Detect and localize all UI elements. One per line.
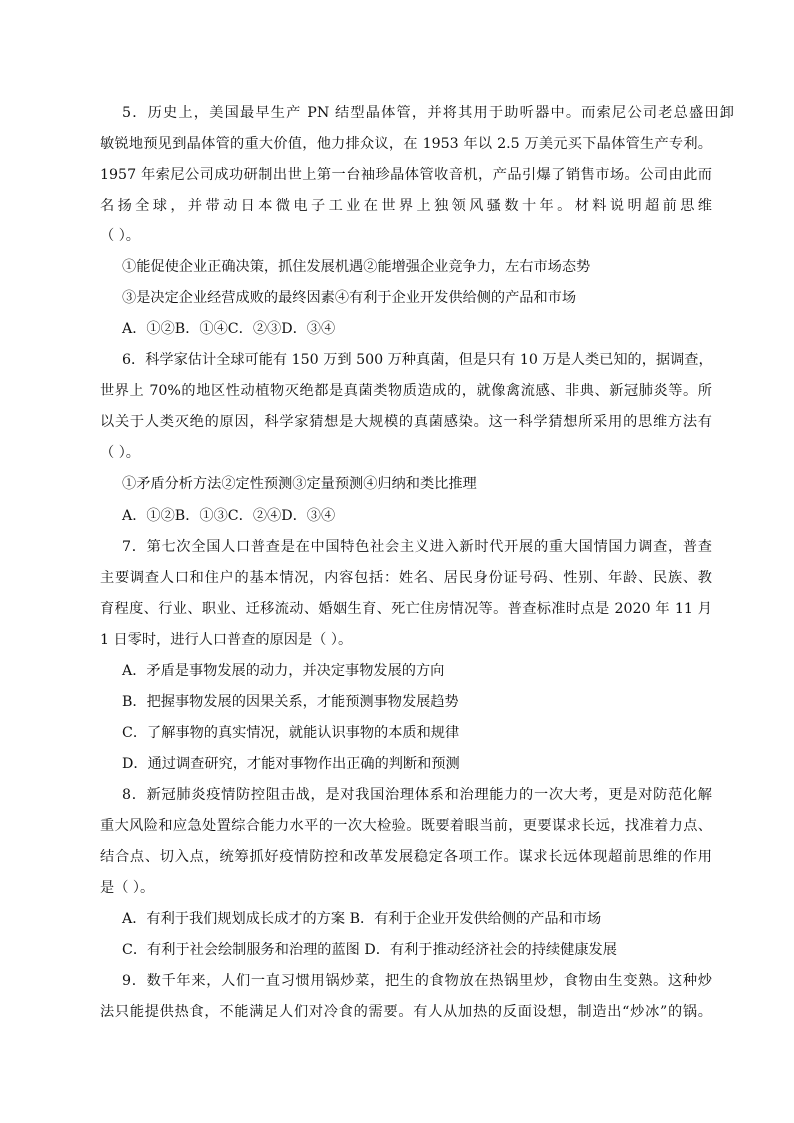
q5-line-1: 5．历史上，美国最早生产 PN 结型晶体管，并将其用于助听器中。而索尼公司老总盛田卸 [122,105,734,121]
q8-line-2: 重大风险和应急处置综合能力水平的一次大检验。既要着眼当前，更要谋求长远，找准着力点、 [100,818,712,834]
q8-line-3: 结合点、切入点，统筹抓好疫情防控和改革发展稳定各项工作。谋求长远体现超前思维的作用 [100,849,712,865]
q6-line-2: 世界上 70%的地区性动植物灭绝都是真菌类物质造成的，就像禽流感、非典、新冠肺炎等。所 [100,383,712,399]
q6-statements: ①矛盾分析方法②定性预测③定量预测④归纳和类比推理 [122,476,477,492]
q6-line-3: 以关于人类灭绝的原因，科学家猜想是大规模的真菌感染。这一科学猜想所采用的思维方法有 [100,414,712,430]
q7-line-3: 育程度、行业、职业、迁移流动、婚姻生育、死亡住房情况等。普查标准时点是 2020 年 11 月 [100,601,712,617]
q6-options: A．①②B．①③C．②④D．③④ [122,508,336,524]
q5-statement-1: ①能促使企业正确决策，抓住发展机遇②能增强企业竞争力，左右市场态势 [122,259,591,275]
q8-blank: 是（ ）。 [100,880,155,896]
q8-line-1: 8．新冠肺炎疫情防控阻击战，是对我国治理体系和治理能力的一次大考，更是对防范化解 [122,787,712,803]
q5-line-3: 1957 年索尼公司成功研制出世上第一台袖珍晶体管收音机，产品引爆了销售市场。公司由此而 [100,167,712,183]
q6-line-1: 6．科学家估计全球可能有 150 万到 500 万种真菌，但是只有 10 万是人类已知的，据调查， [122,352,713,368]
q9-line-1: 9．数千年来，人们一直习惯用锅炒菜，把生的食物放在热锅里炒，食物由生变熟。这种炒 [122,973,712,989]
q5-options: A．①②B．①④C．②③D．③④ [122,321,336,337]
q6-blank: （ ）。 [100,445,140,461]
q5-blank: （ ）。 [100,228,140,244]
q5-line-4: 名扬全球，并带动日本微电子工业在世界上独领风骚数十年。材料说明超前思维 [100,198,712,214]
q7-option-c: C．了解事物的真实情况，就能认识事物的本质和规律 [122,725,460,741]
q5-line-2: 敏锐地预见到晶体管的重大价值，他力排众议，在 1953 年以 2.5 万美元买下晶体管生产专利。 [100,136,712,152]
q8-options-ab: A．有利于我们规划成长成才的方案 B．有利于企业开发供给侧的产品和市场 [122,911,602,927]
q7-line-4: 1 日零时，进行人口普查的原因是（ ）。 [100,632,353,648]
q9-line-2: 法只能提供热食，不能满足人们对冷食的需要。有人从加热的反面设想，制造出“炒冰”的锅。 [100,1004,712,1020]
q7-line-1: 7．第七次全国人口普查是在中国特色社会主义进入新时代开展的重大国情国力调查，普查 [122,539,712,555]
q7-line-2: 主要调查人口和住户的基本情况，内容包括：姓名、居民身份证号码、性别、年龄、民族、教 [100,570,712,586]
q7-option-a: A．矛盾是事物发展的动力，并决定事物发展的方向 [122,663,445,679]
q7-option-b: B．把握事物发展的因果关系，才能预测事物发展趋势 [122,694,459,710]
q8-options-cd: C．有利于社会绘制服务和治理的蓝图 D．有利于推动经济社会的持续健康发展 [122,942,617,958]
q5-statement-2: ③是决定企业经营成败的最终因素④有利于企业开发供给侧的产品和市场 [122,290,577,306]
q7-option-d: D．通过调查研究，才能对事物作出正确的判断和预测 [122,756,460,772]
